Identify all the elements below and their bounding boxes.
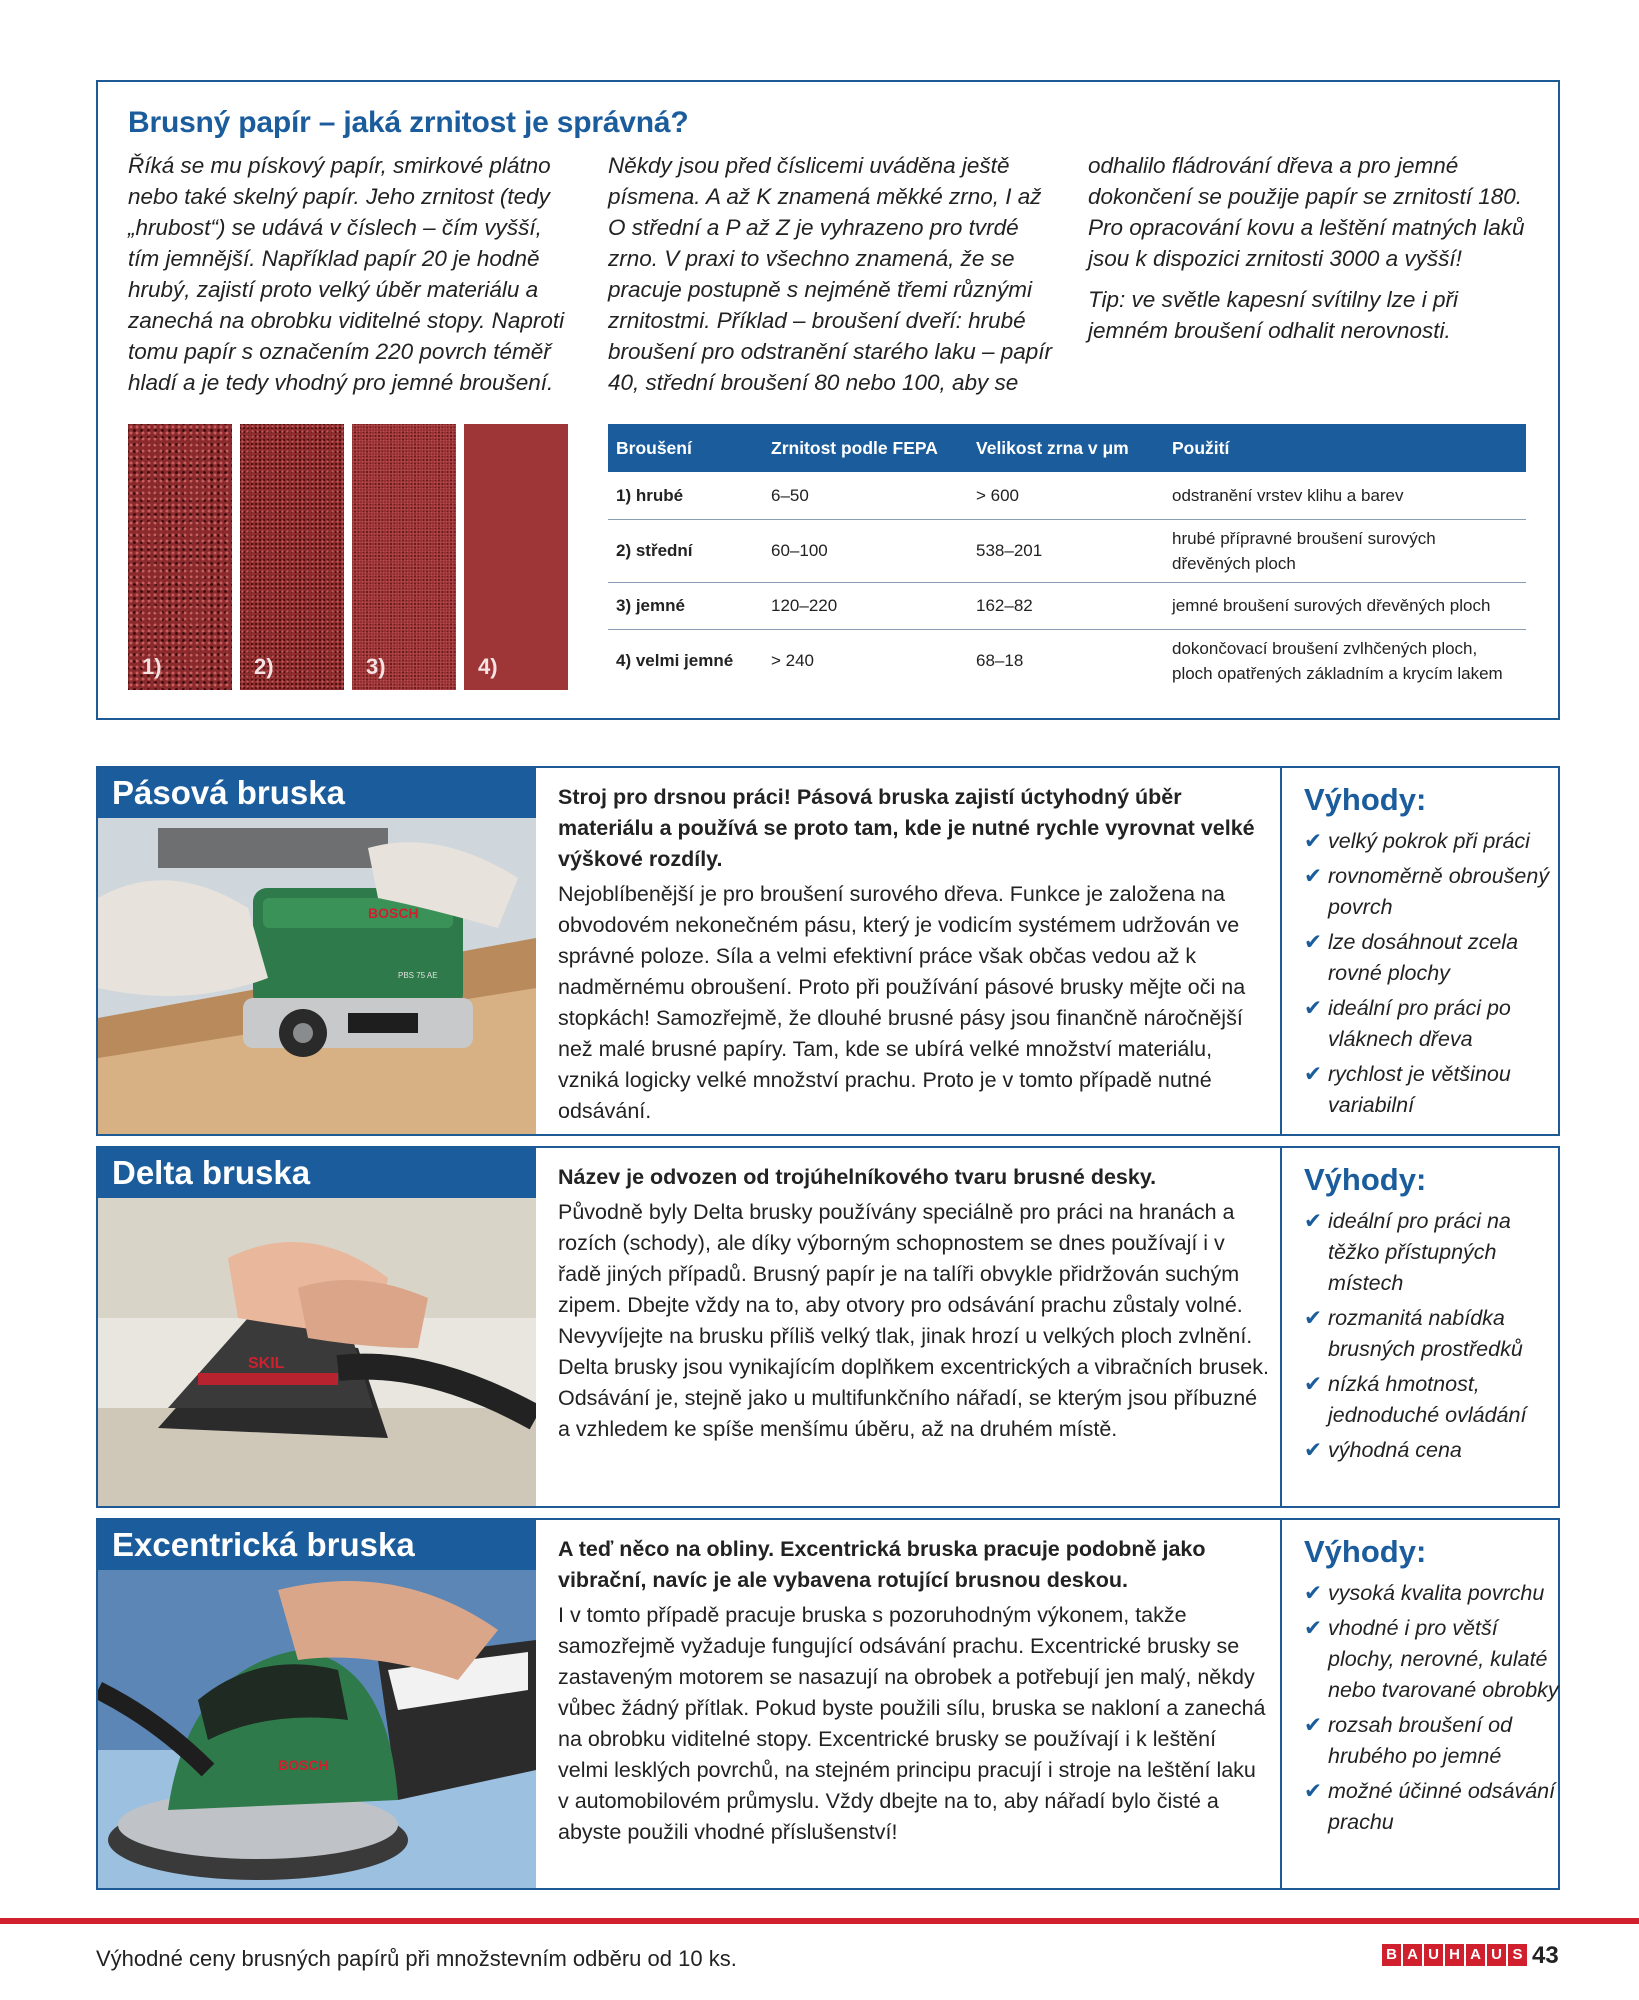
advantage-text: rozsah broušení od hrubého po jemné	[1328, 1713, 1513, 1768]
checkmark-icon: ✔	[1304, 1062, 1323, 1086]
swatch-label: 1)	[142, 654, 162, 679]
advantage-item	[1304, 861, 1560, 923]
table-cell: dokončovací broušení zvlhčených ploch, ploch opatřených základním a krycím lakem	[1172, 638, 1503, 683]
sandpaper-swatch-very-fine	[464, 424, 568, 690]
logo-letter: U	[1424, 1944, 1443, 1966]
checkmark-icon: ✔	[1304, 864, 1323, 888]
checkmark-icon: ✔	[1304, 1713, 1323, 1737]
advantage-text: lze dosáhnout zcela rovné plochy	[1328, 930, 1519, 985]
advantage-item	[1304, 993, 1560, 1055]
logo-letter: H	[1445, 1944, 1464, 1966]
advantage-item	[1304, 1435, 1560, 1466]
logo-letter: U	[1487, 1944, 1506, 1966]
swatch-label: 3)	[366, 654, 386, 679]
table-cell: > 600	[968, 472, 1164, 519]
table-cell: 538–201	[968, 519, 1164, 582]
section-title: Pásová bruska	[98, 768, 536, 818]
advantages-title: Výhody:	[1304, 1534, 1427, 1569]
info-column-2	[608, 150, 1058, 408]
orbital-sander-photo	[98, 1520, 536, 1888]
checkmark-icon: ✔	[1304, 829, 1323, 853]
advantage-item	[1304, 1710, 1560, 1772]
page-number: 43	[1532, 1942, 1559, 1969]
section-lead: Stroj pro drsnou práci! Pásová bruska zajistí úctyhodný úběr materiálu a používá se proto tam, kde je nutné rychle vyrovnat velké výškové rozdíly.	[558, 785, 1255, 871]
table-cell: 120–220	[763, 582, 968, 629]
info-tip-text: Tip: ve světle kapesní svítilny lze i při jemném broušení odhalit nerovnosti.	[1088, 287, 1458, 343]
logo-letter: A	[1403, 1944, 1422, 1966]
orbital-sander-brand: BOSCH	[278, 1757, 329, 1773]
advantage-item	[1304, 927, 1560, 989]
section-lead: Název je odvozen od trojúhelníkového tvaru brusné desky.	[558, 1165, 1157, 1189]
section-body: I v tomto případě pracuje bruska s pozoruhodným výkonem, takže samozřejmě vyžaduje fungující odsávání prachu. Excentrické brusky se zastaveným motorem se nasazují na obrobek a potřebují jen malý, někdy vůbec žádný přítlak. Pokud byste použili sílu, bruska se nakloní a zanechá na obrobku viditelné stopy. Excentrické brusky se používají i k leštění velmi lesklých povrchů, na stejném principu pracují i stroje na leštění laku v automobilovém průmyslu. Vždy dbejte na to, aby nářadí bylo čisté a abyste použili vhodné příslušenství!	[558, 1603, 1266, 1844]
advantages-box	[1280, 1520, 1560, 1888]
info-column-3	[1088, 150, 1538, 356]
table-cell: jemné broušení surových dřevěných ploch	[1164, 582, 1526, 629]
footer-divider	[0, 1918, 1639, 1924]
checkmark-icon: ✔	[1304, 1438, 1323, 1462]
advantages-title: Výhody:	[1304, 1162, 1427, 1197]
sandpaper-swatch-fine	[352, 424, 456, 690]
checkmark-icon: ✔	[1304, 1372, 1323, 1396]
advantage-text: rychlost je většinou variabilní	[1328, 1062, 1511, 1117]
swatch-label: 2)	[254, 654, 274, 679]
header-usage: Použití	[1164, 424, 1526, 472]
advantage-text: rozmanitá nabídka brusných prostředků	[1328, 1306, 1523, 1361]
table-cell: 68–18	[976, 651, 1024, 671]
advantage-item	[1304, 1206, 1560, 1299]
table-cell: 162–82	[968, 582, 1164, 629]
section-text	[558, 782, 1272, 1127]
table-cell: 6–50	[763, 472, 968, 519]
grit-table	[608, 424, 1526, 692]
grit-info-title: Brusný papír – jaká zrnitost je správná?	[128, 106, 689, 139]
table-cell: 60–100	[763, 519, 968, 582]
delta-sander-photo	[98, 1148, 536, 1506]
bauhaus-logo	[1382, 1944, 1527, 1966]
advantage-text: velký pokrok při práci	[1328, 829, 1530, 853]
info-column-1	[128, 150, 578, 408]
advantages-list	[1304, 1206, 1560, 1466]
section-delta-sander	[96, 1146, 1560, 1508]
checkmark-icon: ✔	[1304, 1779, 1323, 1803]
logo-letter: B	[1382, 1944, 1401, 1966]
grit-table-header	[608, 424, 1526, 472]
checkmark-icon: ✔	[1304, 1616, 1323, 1640]
checkmark-icon: ✔	[1304, 996, 1323, 1020]
section-text	[558, 1162, 1272, 1445]
advantage-item	[1304, 1578, 1560, 1609]
advantage-item	[1304, 826, 1560, 857]
checkmark-icon: ✔	[1304, 1581, 1323, 1605]
table-cell: > 240	[771, 651, 815, 671]
section-lead: A teď něco na obliny. Excentrická bruska pracuje podobně jako vibrační, navíc je ale vybavena rotující brusnou deskou.	[558, 1537, 1206, 1592]
advantage-text: rovnoměrně obroušený povrch	[1328, 864, 1550, 919]
table-cell: odstranění vrstev klihu a barev	[1164, 472, 1526, 519]
advantages-title: Výhody:	[1304, 782, 1427, 817]
checkmark-icon: ✔	[1304, 1209, 1323, 1233]
advantage-text: ideální pro práci na těžko přístupných místech	[1328, 1209, 1511, 1295]
advantage-text: ideální pro práci po vláknech dřeva	[1328, 996, 1511, 1051]
advantage-text: výhodná cena	[1328, 1438, 1462, 1462]
info-col3-text: odhalilo fládrování dřeva a pro jemné dokončení se použije papír se zrnitostí 180. Pro opracování kovu a leštění matných laků jsou k dispozici zrnitosti 3000 a vyšší!	[1088, 153, 1525, 271]
header-grinding: Broušení	[608, 424, 763, 472]
header-fepa: Zrnitost podle FEPA	[763, 424, 968, 472]
belt-sander-model: PBS 75 AE	[398, 971, 438, 980]
section-belt-sander	[96, 766, 1560, 1136]
table-row	[608, 472, 1526, 519]
advantages-box	[1280, 768, 1560, 1134]
checkmark-icon: ✔	[1304, 930, 1323, 954]
section-title: Excentrická bruska	[98, 1520, 536, 1570]
advantage-text: vhodné i pro větší plochy, nerovné, kulaté nebo tvarované obrobky	[1328, 1616, 1559, 1702]
sandpaper-swatch-medium	[240, 424, 344, 690]
section-text	[558, 1534, 1272, 1848]
table-row	[608, 519, 1526, 582]
belt-sander-image	[98, 818, 536, 1134]
grit-info-box	[96, 80, 1560, 720]
belt-sander-photo	[98, 768, 536, 1134]
advantage-item	[1304, 1369, 1560, 1431]
section-orbital-sander	[96, 1518, 1560, 1890]
swatch-label: 4)	[478, 654, 498, 679]
logo-letter: A	[1466, 1944, 1485, 1966]
advantages-box	[1280, 1148, 1560, 1506]
table-row	[608, 629, 1526, 692]
sandpaper-swatch-coarse	[128, 424, 232, 690]
table-cell: hrubé přípravné broušení surových dřevěných ploch	[1164, 519, 1526, 582]
orbital-sander-image	[98, 1570, 536, 1888]
table-cell: 2) střední	[608, 519, 763, 582]
delta-sander-brand: SKIL	[248, 1355, 285, 1372]
table-cell: 4) velmi jemné	[616, 651, 734, 671]
advantages-list	[1304, 1578, 1560, 1838]
advantage-item	[1304, 1613, 1560, 1706]
advantage-text: vysoká kvalita povrchu	[1328, 1581, 1545, 1605]
footer-note: Výhodné ceny brusných papírů při množstevním odběru od 10 ks.	[96, 1946, 737, 1971]
logo-letter: S	[1508, 1944, 1527, 1966]
delta-sander-image	[98, 1198, 536, 1506]
belt-sander-brand: BOSCH	[368, 905, 419, 921]
advantages-list	[1304, 826, 1560, 1121]
table-cell: 3) jemné	[608, 582, 763, 629]
advantage-item	[1304, 1303, 1560, 1365]
section-body: Nejoblíbenější je pro broušení surového dřeva. Funkce je založena na obvodovém nekonečném pásu, který je vodicím systémem udržován ve správné poloze. Síla a velmi efektivní práce však občas vedou až k nadměrnému obroušení. Proto při používání pásové brusky mějte oči na stopkách! Samozřejmě, že dlouhé brusné pásy jsou finančně náročnější než malé brusné papíry. Tam, kde se ubírá velké množství materiálu, vzniká logicky velké množství prachu. Proto je v tomto případě nutné odsávání.	[558, 882, 1246, 1123]
advantage-item	[1304, 1776, 1560, 1838]
header-grain-size: Velikost zrna v μm	[968, 424, 1164, 472]
section-title: Delta bruska	[98, 1148, 536, 1198]
advantage-text: nízká hmotnost, jednoduché ovládání	[1328, 1372, 1527, 1427]
sandpaper-swatches	[128, 424, 568, 690]
section-body: Původně byly Delta brusky používány speciálně pro práci na hranách a rozích (schody), ale díky výborným schopnostem se dnes používají i v řadě jiných případů. Brusný papír je na talíři obvykle přidržován suchým zipem. Dbejte vždy na to, aby otvory pro odsávání prachu zůstaly volné. Nevyvíjejte na brusku příliš velký tlak, jinak hrozí u velkých ploch zvlnění. Delta brusky jsou vynikajícím doplňkem excentrických a vibračních brusek. Odsávání je, stejně jako u multifunkčního nářadí, se kterým jsou příbuzné a vzhledem ke spíše menšímu úběru, až na druhém místě.	[558, 1200, 1269, 1441]
table-row	[608, 582, 1526, 629]
checkmark-icon: ✔	[1304, 1306, 1323, 1330]
info-col1-text: Říká se mu pískový papír, smirkové plátno nebo také skelný papír. Jeho zrnitost (tedy „hrubost“) se udává v číslech – čím vyšší, tím jemnější. Například papír 20 je hodně hrubý, zajistí proto velký úběr materiálu a zanechá na obrobku viditelné stopy. Naproti tomu papír s označením 220 povrch téměř hladí a je tedy vhodný pro jemné broušení.	[128, 153, 565, 395]
advantage-text: možné účinné odsávání prachu	[1328, 1779, 1556, 1834]
info-col2-text: Někdy jsou před číslicemi uváděna ještě písmena. A až K znamená měkké zrno, I až O střední a P až Z je vyhrazeno pro tvrdé zrno. V praxi to všechno znamená, že se pracuje postupně s nejméně třemi různými zrnitostmi. Příklad – broušení dveří: hrubé broušení pro odstranění starého laku – papír 40, střední broušení 80 nebo 100, aby se	[608, 153, 1053, 395]
advantage-item	[1304, 1059, 1560, 1121]
table-cell: 1) hrubé	[608, 472, 763, 519]
